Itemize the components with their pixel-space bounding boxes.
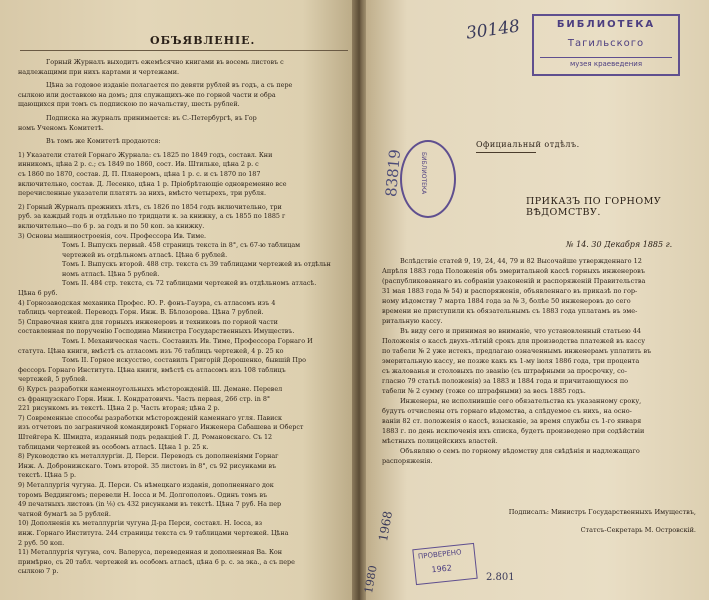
- order-line: ваніи 82 ст. положенія о кассѣ, взысканіе, за время службы съ 1-го января: [382, 417, 642, 425]
- handwritten-bottom-number: 2.801: [486, 572, 515, 583]
- oval-stamp: [400, 140, 456, 218]
- text-line: сылкою или доставкою на домъ; для служащихъ-же по горной части и обра: [18, 90, 276, 99]
- order-line: гласно 79 статьѣ положенія) за 1883 и 1884 года и причитающуюся по: [382, 377, 629, 385]
- text-line: съ 1860 по 1870, состав. Д. П. Планеромъ, цѣна 1 р. с. и съ 1870 по 187: [18, 169, 261, 178]
- text-line: 221 рисункомъ въ текстѣ. Цѣна 2 р. Часть вторая; цѣна 2 р.: [18, 404, 220, 413]
- text-line: чертежей въ отдѣльномъ атласѣ. Цѣна 6 рублей.: [62, 250, 228, 259]
- section-heading: Официальный отдѣлъ.: [476, 140, 580, 149]
- text-line: сылкою 7 р.: [18, 567, 59, 576]
- text-line: Подписка на журналъ принимается: въ С.-Петербургѣ, въ Гор: [46, 113, 257, 122]
- order-line: Положенія о кассѣ двухъ-лѣтній срокъ для производства платежей въ кассу: [382, 337, 646, 345]
- text-line: 2) Горный Журналъ прежнихъ лѣтъ, съ 1826 по 1854 годъ включительно, три: [18, 202, 282, 211]
- text-line: 3) Основы машиностроенія, соч. Профессора Ив. Тиме.: [18, 231, 207, 240]
- text-line: 9) Металлургія чугуна. Д. Перси. Съ нѣмецкаго изданія, дополненнаго док: [18, 480, 274, 489]
- text-line: торомъ Веддингомъ; перевели Н. Іосса и М. Долгополовъ. Одинъ томъ въ: [18, 490, 268, 499]
- text-line: таблицами чертежей въ особомъ атласѣ. Цѣна 1 р. 25 к.: [18, 442, 209, 451]
- handwritten-inventory-number: 30148: [464, 16, 522, 44]
- text-line: руб. за каждый годъ и отдѣльно по тридцати к. за книжку, а съ 1855 по 1885 г: [18, 212, 286, 221]
- order-line: (распубликованнаго въ собраніи узаконеній и распоряженій Правительства: [382, 277, 646, 285]
- checked-stamp-line2: 1962: [431, 563, 453, 575]
- text-line: Томъ I. Выпускъ первый. 458 страницъ текста in 8°, съ 67-ю таблицам: [62, 241, 301, 250]
- checked-stamp-line1: ПРОВЕРЕНО: [417, 548, 462, 561]
- text-line: 49 печатныхъ листовъ (in ⅛) съ 432 рисунками въ текстѣ. Цѣна 7 руб. На пер: [18, 500, 282, 509]
- order-line: Апрѣля 1883 года Положенія объ эмеритальной кассѣ горныхъ инженеровъ: [382, 267, 645, 275]
- order-title: ПРИКАЗЪ ПО ГОРНОМУ ВѢДОМСТВУ.: [526, 196, 662, 218]
- text-line: примѣрно, съ 20 табл. чертежей въ особомъ атласѣ, цѣна 6 р. с. за эка., а съ пере: [18, 557, 295, 566]
- text-line: составленная по порученію Господина Министра Государственныхъ Имуществъ.: [18, 327, 295, 336]
- text-line: Томъ II. Горное искусство, составилъ Григорій Дорошенко, бывшій Про: [62, 356, 306, 365]
- text-line: статута. Цѣна книги, вмѣстѣ съ атласомъ изъ 76 таблицъ чертежей, 4 р. 25 ко: [18, 346, 284, 355]
- text-line: фессоръ Горнаго Института. Цѣна книги, вмѣстѣ съ атласомъ изъ 108 таблицъ: [18, 365, 286, 374]
- text-line: Томъ I. Механическая часть. Составилъ Ив. Тиме, Профессора Горнаго И: [62, 337, 313, 346]
- text-line: номъ атласѣ. Цѣна 5 рублей.: [62, 269, 160, 278]
- text-line: включительно, состав. Д. Лесенко, цѣна 1 р. Пріобрѣтающіе одновременно все: [18, 179, 287, 188]
- library-stamp-line1: БИБЛИОТЕКА: [556, 19, 656, 30]
- text-line: 7) Современные способы разработки мѣсторожденій каменнаго угля. Пависк: [18, 413, 282, 422]
- text-line: таблицъ чертежей. Переводъ Горн. Инж. В. Бѣлозорова. Цѣна 7 рублей.: [18, 308, 264, 317]
- oval-stamp-text: БИБЛИОТЕКА: [420, 152, 427, 195]
- order-line: ному вѣдомству 7 марта 1884 года за № 3, болѣе 50 инженеровъ до сего: [382, 297, 631, 305]
- text-line: Цѣна 6 руб.: [18, 289, 58, 298]
- order-line: табели № 2 сумму (тоже со штрафными) за весь 1885 годъ.: [382, 387, 586, 395]
- library-stamp-line3: музея краеведения: [540, 57, 672, 68]
- library-stamp: [532, 14, 680, 76]
- text-line: изъ отчетовъ по заграничной командировкѣ Горнаго Инженера Сабашева и Оберст: [18, 423, 304, 432]
- order-line: распоряженія.: [382, 457, 433, 465]
- handwritten-year-2: 1980: [362, 564, 380, 595]
- text-line: текстѣ. Цѣна 5 р.: [18, 471, 77, 480]
- order-line: съ жалованья и столовыхъ по званію (съ штрафными за просрочку, со-: [382, 367, 627, 375]
- library-stamp-line2: Тагильского: [567, 38, 645, 49]
- text-line: перечисленные указатели платятъ за нихъ, вмѣсто четырехъ, три рубля.: [18, 189, 267, 198]
- order-line: Инженеры, не исполнившіе сего обязательства къ указанному сроку,: [400, 397, 642, 405]
- order-text: [382, 256, 704, 466]
- text-line: 2 руб. 50 коп.: [18, 538, 65, 547]
- checked-stamp: [412, 543, 477, 585]
- order-line: Объявляю о семъ по горному вѣдомству для свѣдѣнія и надлежащаго: [400, 447, 640, 455]
- text-line: 1) Указатели статей Горнаго Журнала: съ 1825 по 1849 годъ, составл. Кни: [18, 150, 273, 159]
- text-line: 8) Руководство къ металлургіи. Д. Перси. Переводъ съ дополненіями Горнаг: [18, 452, 279, 461]
- title-rule: [20, 50, 348, 51]
- signature-line: Подписалъ: Министръ Государственныхъ Имуществъ,: [508, 508, 696, 516]
- text-line: 6) Курсъ разработки каменноугольныхъ мѣсторожденій. Ш. Демане. Перевел: [18, 385, 283, 393]
- text-line: Инж. А. Добронижскаго. Томъ второй. 35 листовъ in 8°, съ 92 рисунками въ: [18, 461, 277, 470]
- signature-name: Статсъ-Секретарь М. Островскій.: [580, 526, 696, 534]
- order-line: эмеритальную кассу, не позже какъ къ 1-му іюля 1886 года, три процента: [382, 357, 640, 365]
- text-line: Штейгера К. Шмидта, изданный подъ редакціей Г. Д. Романовскаго. Съ 12: [18, 432, 273, 441]
- text-line: инникомъ, цѣна 2 р. с.; съ 1849 по 1860, сост. Ив. Штилькe, цѣна 2 р. с: [18, 160, 259, 169]
- right-page: [362, 0, 709, 600]
- text-line: Въ томъ же Комитетѣ продаются:: [46, 137, 161, 146]
- text-line: Томъ II. 484 стр. текста, съ 72 таблицами чертежей въ отдѣльномъ атласѣ.: [62, 279, 317, 288]
- order-line: Вслѣдствіе статей 9, 19, 24, 44, 79 и 82 Высочайше утвержденнаго 12: [400, 257, 642, 265]
- order-line: 1883 г. по день исключенія ихъ списка, будетъ произведено при содѣйствіи: [382, 427, 645, 435]
- order-line: Въ виду сего и принимая во вниманіе, что установленный статьею 44: [400, 327, 642, 335]
- handwritten-side-number: 83819: [382, 148, 405, 198]
- announcement-text: [18, 58, 354, 577]
- text-line: Томъ I. Выпускъ второй. 488 стр. текста съ 39 таблицами чертежей въ отдѣльн: [62, 260, 331, 269]
- text-line: инж. Горнаго Института. 244 страницы текста съ 9 таблицами чертежей. Цѣна: [18, 528, 289, 537]
- section-rule: [476, 152, 536, 153]
- text-line: чатной бумагѣ за 5 рублей.: [18, 509, 111, 518]
- text-line: надлежащими при нихъ картами и чертежами.: [18, 67, 180, 76]
- text-line: 5) Справочная книга для горныхъ инженеровъ и техниковъ по горной части: [18, 317, 278, 326]
- text-line: 11) Металлургія чугуна, соч. Валеруса, переведенная и дополненная Ва. Кон: [18, 548, 283, 557]
- order-line: времени не приступили къ обязательнымъ съ 1883 года уплатамъ въ эме-: [382, 307, 638, 315]
- text-line: Цѣна за годовое изданіе полагается по девяти рублей въ годъ, а съ пере: [46, 81, 293, 90]
- order-line: будутъ отчислены отъ горнаго вѣдомства, а слѣдуемое съ нихъ, на осно-: [382, 407, 632, 415]
- text-line: номъ Ученомъ Комитетѣ.: [18, 123, 104, 132]
- text-line: 10) Дополненія къ металлургіи чугуна Д-ра Перси, составл. Н. Іосса, вз: [18, 519, 263, 528]
- order-line: по табели № 2 уже истекъ, предлагаю означеннымъ инженерамъ уплатить въ: [382, 347, 652, 355]
- text-line: съ французскаго Горн. Инж. I. Кондратовичъ. Часть первая, 266 стр. in 8°: [18, 394, 271, 403]
- order-line: ритальную кассу.: [382, 317, 443, 325]
- handwritten-year-1: 1968: [376, 509, 396, 543]
- text-line: включительно—по 6 р. за годъ и по 50 коп. за книжку.: [18, 221, 205, 230]
- order-line: 31 мая 1883 года № 54) и распоряженія, объявленнаго въ приказѣ по гор-: [382, 287, 638, 295]
- order-line: мѣстныхъ полицейскихъ властей.: [382, 437, 498, 445]
- text-line: Горный Журналъ выходитъ ежемѣсячно книгами въ восемь листовъ с: [46, 58, 284, 66]
- text-line: чертежей, 5 рублей.: [18, 375, 88, 384]
- text-line: 4) Горнозаводская механика Профес. Ю. Р. фонъ-Гауэра, съ атласомъ изъ 4: [18, 298, 276, 307]
- announcement-title: ОБЪЯВЛЕНІЕ.: [150, 34, 256, 47]
- order-date: № 14. 30 Декабря 1885 г.: [566, 240, 673, 249]
- text-line: щающихся при томъ съ подпискою по начальству, шесть рублей.: [18, 100, 240, 109]
